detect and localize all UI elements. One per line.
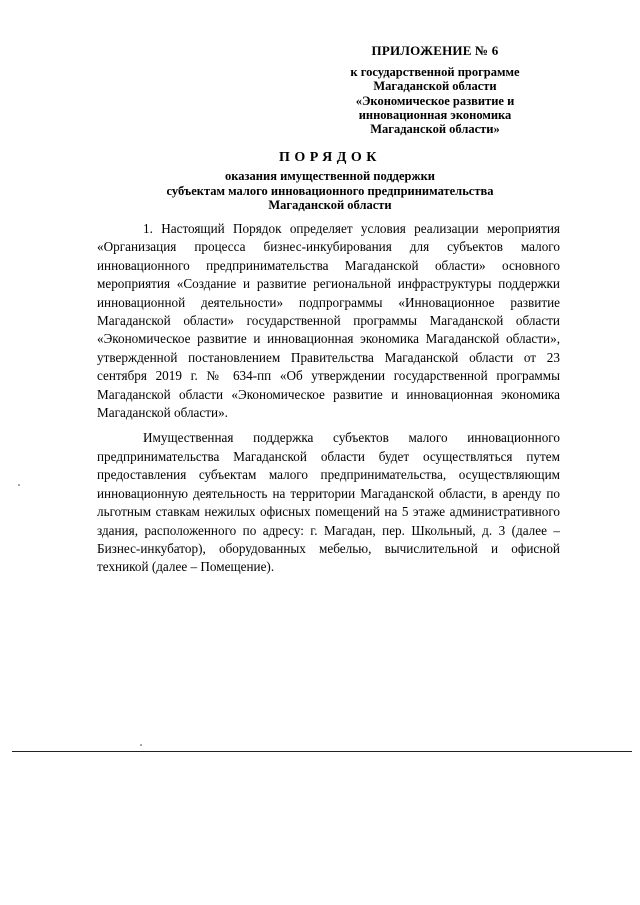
document-body <box>97 220 560 577</box>
document-subtitle-line: субъектам малого инновационного предпринимательства <box>166 183 494 198</box>
scan-artifact <box>140 744 142 746</box>
appendix-line: «Экономическое развитие и <box>355 93 515 108</box>
appendix-line: Магаданской области <box>373 79 497 94</box>
appendix-line: Магаданской области» <box>370 122 500 137</box>
body-paragraph-1: 1. Настоящий Порядок определяет условия реализации мероприятия «Организация процесса бизнес-инкубирования для субъектов малого инновационного предпринимательства Магаданской области» основного мероприятия «Создание и развитие региональной инфраструктуры поддержки инновационной деятельности» подпрограммы «Инновационное развитие Магаданской области» государственной программы Магаданской области «Экономическое развитие и инновационная экономика Магаданской области», утвержденной постановлением Правительства Магаданской области от 23 сентября 2019 г. № 634-пп «Об утверждении государственной программы Магаданской области «Экономическое развитие и инновационная экономика Магаданской области». <box>97 221 560 421</box>
document-title: ПОРЯДОК <box>279 150 381 165</box>
document-subtitle-line: Магаданской области <box>268 198 392 212</box>
scan-artifact <box>18 484 20 486</box>
document-heading <box>110 150 550 213</box>
page-divider-line <box>12 751 632 752</box>
appendix-header <box>330 44 540 136</box>
document-subtitle-line: оказания имущественной поддержки <box>225 169 435 183</box>
appendix-line: к государственной программе <box>350 65 520 80</box>
appendix-title: ПРИЛОЖЕНИЕ № 6 <box>371 43 499 58</box>
appendix-line: инновационная экономика <box>358 107 512 122</box>
body-paragraph-2: Имущественная поддержка субъектов малого инновационного предпринимательства Магаданской области будет осуществляться путем предоставления субъектам малого предпринимательства, осуществляющим инновационную деятельность на территории Магаданской области, в аренду по льготным ставкам нежилых офисных помещений на 5 этаже административного здания, расположенного по адресу: г. Магадан, пер. Школьный, д. 3 (далее – Бизнес-инкубатор), оборудованных мебелью, вычислительной и офисной техникой (далее – Помещение). <box>97 430 560 575</box>
